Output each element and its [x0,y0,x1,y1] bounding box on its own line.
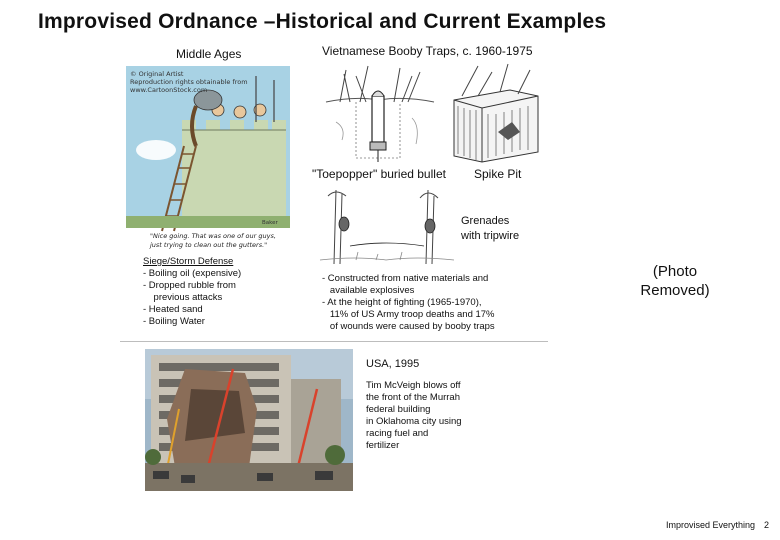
grenades-caption [461,214,519,244]
list-item: - Boiling Water [143,316,205,327]
slide-title: Improvised Ordnance –Historical and Current Examples [38,10,607,33]
photo-removed-line-2: Removed) [640,282,710,299]
cartoon-signature: Baker [262,220,278,226]
usa-description-line: racing fuel and [366,428,429,439]
vietnam-note-line: 11% of US Army troop deaths and 17% [322,309,495,320]
siege-defense-list [143,268,241,328]
usa-heading: USA, 1995 [366,358,420,370]
toepopper-caption: "Toepopper" buried bullet [312,167,446,181]
murrah-building-drawing [145,349,353,491]
vietnam-note-line: available explosives [322,285,415,296]
vietnam-note-line: of wounds were caused by booby traps [322,321,495,332]
cartoon-watermark-line-3: www.CartoonStock.com [130,86,208,94]
page-number: 2 [764,520,770,530]
vietnam-notes [322,273,495,333]
usa-description-line: the front of the Murrah [366,392,460,403]
spike-pit-caption: Spike Pit [474,167,522,181]
usa-description-line: federal building [366,404,431,415]
usa-description [366,380,462,452]
cartoon-watermark-line-2: Reproduction rights obtainable from [130,78,248,86]
siege-cartoon-drawing [126,66,290,252]
usa-description-line: fertilizer [366,440,400,451]
siege-cartoon [126,66,290,252]
toepopper-sketch [316,62,442,168]
list-item: previous attacks [143,292,223,303]
list-item: - Dropped rubble from [143,280,236,291]
grenades-caption-line-2: with tripwire [461,230,520,242]
middle-ages-heading: Middle Ages [176,47,242,61]
photo-removed-line-1: (Photo [652,263,698,280]
list-item: - Heated sand [143,304,203,315]
vietnam-note-line: - At the height of fighting (1965-1970), [322,297,482,308]
toepopper-drawing [316,62,442,168]
grenades-sketch [316,186,458,264]
grenades-caption-line-1: Grenades [461,215,510,227]
cartoon-watermark-line-1: © Original Artist [130,70,184,78]
usa-description-line: in Oklahoma city using [366,416,462,427]
photo-removed-placeholder [620,262,730,300]
section-divider [120,341,548,342]
spike-pit-drawing [448,60,544,164]
cartoon-caption-line-1: "Nice going. That was one of our guys, [150,232,276,240]
murrah-building-photo [145,349,353,491]
vietnam-note-line: - Constructed from native materials and [322,273,489,284]
spike-pit-sketch [448,60,544,164]
list-item: - Boiling oil (expensive) [143,268,242,279]
siege-defense-label: Siege/Storm Defense [143,256,234,267]
grenades-drawing [316,186,458,264]
footer-label: Improvised Everything [666,520,756,530]
siege-defense-block [143,256,241,328]
cartoon-caption-line-2: just trying to clean out the gutters." [150,241,268,249]
vietnam-heading: Vietnamese Booby Traps, c. 1960-1975 [322,44,533,58]
usa-description-line: Tim McVeigh blows off [366,380,461,391]
